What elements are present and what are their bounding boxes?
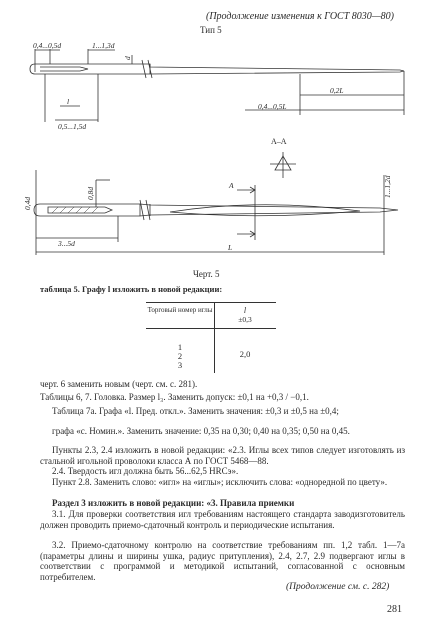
intro-line: таблица 5. Графу l изложить в новой редакции: [40, 284, 223, 294]
paragraph-8: Раздел 3 изложить в новой редакции: «3. Правила приемки [52, 498, 295, 508]
dim-l3: 0,2L [330, 86, 344, 95]
dim-d3: 0,5...1,5d [58, 122, 87, 131]
section-arrow-a: А [229, 181, 234, 190]
paragraph-6: 2.4. Твердость игл должна быть 56...62,5 HRCэ». [52, 466, 239, 476]
dim-0-8d: 0,8d [86, 186, 95, 200]
paragraph-7: Пункт 2.8. Заменить слово: «игл» на «иглы»; исключить слова: «одноредной по цвету». [52, 477, 388, 487]
paragraph-5: Пункты 2.3, 2.4 изложить в новой редакции: «2.3. Иглы всех типов следует изготовлять из стальной игольной проволоки класса А по ГОСТ 5468—88. [40, 445, 405, 466]
paragraph-4: графа «c. Номин.». Заменить значение: 0,35 на 0,30; 0,40 на 0,35; 0,50 на 0,45. [52, 426, 350, 436]
continuation-header: (Продолжение изменения к ГОСТ 8030—80) [206, 11, 394, 22]
needle-drawing-bottom [0, 160, 422, 270]
table-col2-tolerance: ±0,3 [238, 315, 252, 324]
table-row-2: 2 [177, 351, 183, 361]
figure-caption: Черт. 5 [193, 269, 220, 279]
needle-drawing-top [0, 0, 422, 140]
continuation-footer: (Продолжение см. с. 282) [286, 582, 390, 592]
type-label: Тип 5 [200, 25, 222, 35]
paragraph-1: черт. 6 заменить новым (черт. см. с. 281). [40, 379, 198, 389]
dim-0-4d: 0,4d [23, 196, 32, 210]
dim-l2: 0,4...0,5L [258, 102, 287, 111]
dim-3-5d: 3...5d [58, 239, 75, 248]
paragraph-3: Таблица 7а. Графа «l. Пред. откл.». Заменить значения: ±0,3 и ±0,5 на ±0,4; [52, 406, 339, 416]
paragraph-9: 3.1. Для проверки соответствия игл требованиям настоящего стандарта заводизготовитель должен проводить приемо-сдаточный контроль и периодические испытания. [40, 509, 405, 530]
dim-d1: 0,4...0,5d [33, 41, 62, 50]
table-col2-header: l [243, 306, 247, 315]
section-title: А–А [271, 137, 287, 146]
dim-L: L [228, 243, 233, 252]
paragraph-2: Таблицы 6, 7. Головка. Размер l₃. Заменить допуск: ±0,1 на +0,3 / −0,1. [40, 392, 309, 402]
table-row-1: 1 [177, 342, 183, 352]
dim-l-small: l [67, 97, 70, 106]
dim-1-1-2d: 1...1,2d [383, 175, 392, 198]
page-number: 281 [387, 604, 402, 615]
dim-d2: 1...1,3d [92, 41, 115, 50]
spec-table [146, 302, 276, 373]
paragraph-10: 3.2. Приемо-сдаточному контролю на соответствие требованиям пп. 1,2 табл. 1—7а (параметры длины и ширины ушка, радиус притупления), 2.4, 2.7, 2.9 подвергают иглы в соответствии с программой и методикой испытаний, согласованной с основным потребителем. [40, 540, 405, 582]
table-value: 2,0 [239, 349, 251, 359]
table-col1-header: Торговый номер иглы [147, 306, 213, 314]
table-row-3: 3 [177, 360, 183, 370]
dim-d: d [123, 56, 132, 60]
